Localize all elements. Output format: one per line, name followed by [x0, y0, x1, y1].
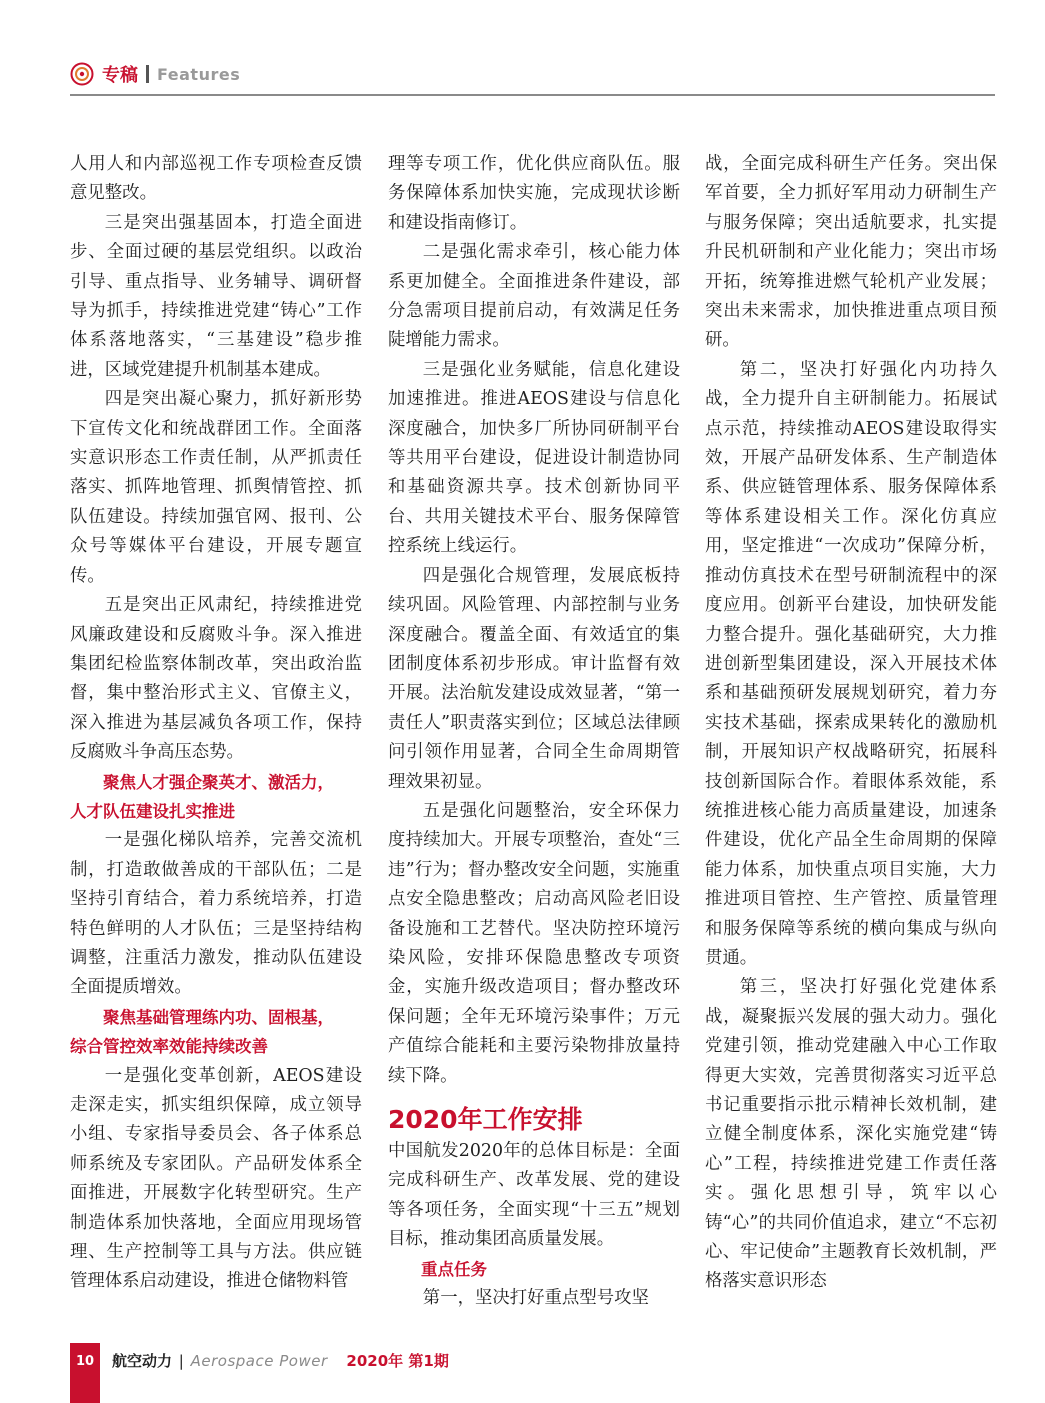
paragraph: 第二，坚决打好强化内功持久战，全力提升自主研制能力。拓展试点示范，持续推动AEOS建设取得实效，开展产品研发体系、生产制造体系、供应链管理体系、服务保障体系等体系建设相关工作。深化仿真应用，坚定推进“一次成功”保障分析，推动仿真技术在型号研制流程中的深度应用。创新平台建设，加快研发能力整合提升。强化基础研究，大力推进创新型集团建设，深入开展技术体系和基础预研发展规划研究，着力夯实技术基础，探索成果转化的激励机制，开展知识产权战略研究，拓展科技创新国际合作。着眼体系效能，系统推进核心能力高质量建设，加速条件建设，优化产品全生命周期的保障能力体系，加快重点项目实施，大力推进项目管控、生产管控、质量管理和服务保障等系统的横向集成与纵向贯通。	[705, 359, 997, 968]
magazine-title-en: Aerospace Power	[190, 1352, 328, 1370]
section-header	[70, 58, 240, 90]
paragraph: 三是突出强基固本，打造全面进步、全面过硬的基层党组织。以政治引导、重点指导、业务辅导、调研督导为抓手，持续推进党建“铸心”工作体系落地落实，“三基建设”稳步推进，区域党建提升机制基本建成。	[70, 212, 362, 380]
magazine-title: 航空动力	[112, 1352, 173, 1370]
column-2	[388, 150, 680, 1313]
paragraph: 二是强化需求牵引，核心能力体系更加健全。全面推进条件建设，部分急需项目提前启动，有效满足任务陡增能力需求。	[388, 242, 680, 351]
subheading-line: 聚焦人才强企聚英才、激活力，	[103, 772, 334, 792]
section-title: 专稿	[102, 65, 138, 86]
paragraph: 三是强化业务赋能，信息化建设加速推进。推进AEOS建设与信息化深度融合，加快多厂所协同研制平台等共用平台建设，促进设计制造协同和基础资源共享。技术创新协同平台、共用关键技术平台、服务保障管控系统上线运行。	[388, 359, 680, 557]
footer-text	[112, 1350, 449, 1371]
paragraph: 四是强化合规管理，发展底板持续巩固。风险管理、内部控制与业务深度融合。覆盖全面、有效适宜的集团制度体系初步形成。审计监督有效开展。法治航发建设成效显著，“第一责任人”职责落实到位；区域总法律顾问引领作用显著，合同全生命周期管理效果初显。	[388, 565, 680, 792]
subheading-line: 人才队伍建设扎实推进	[70, 801, 235, 821]
subheading-management	[70, 1003, 362, 1062]
page-footer	[70, 1343, 449, 1403]
paragraph: 五是强化问题整治，安全环保力度持续加大。开展专项整治，查处“三违”行为；督办整改安全问题，实施重点安全隐患整改；启动高风险老旧设备设施和工艺替代。坚决防控环境污染风险，安排环保隐患整改专项资金，实施升级改造项目；督办整改环保问题；全年无环境污染事件；万元产值综合能耗和主要污染物排放量持续下降。	[388, 800, 680, 1086]
issue-label: 2020年 第1期	[346, 1352, 449, 1370]
paragraph: 理等专项工作，优化供应商队伍。服务保障体系加快实施，完成现状诊断和建设指南修订。	[388, 154, 680, 233]
paragraph: 第三，坚决打好强化党建体系战，凝聚振兴发展的强大动力。强化党建引领，推动党建融入中心工作取得更大实效，完善贯彻落实习近平总书记重要指示批示精神长效机制，建立健全制度体系，深化实施党建“铸心”工程，持续推进党建工作责任落实。强化思想引导，筑牢以心铸“心”的共同价值追求，建立“不忘初心、牢记使命”主题教育长效机制，严格落实意识形态	[705, 977, 997, 1292]
paragraph: 人用人和内部巡视工作专项检查反馈意见整改。	[70, 154, 362, 204]
column-3	[705, 150, 997, 1297]
section-heading: 2020年工作安排	[388, 1105, 583, 1134]
subheading-line: 综合管控效率效能持续改善	[70, 1037, 268, 1057]
page-number: 10	[70, 1343, 100, 1403]
paragraph: 第一，坚决打好重点型号攻坚	[422, 1288, 649, 1309]
paragraph: 四是突出凝心聚力，抓好新形势下宣传文化和统战群团工作。全面落实意识形态工作责任制，从严抓责任落实、抓阵地管理、抓舆情管控、抓队伍建设。持续加强官网、报刊、公众号等媒体平台建设，开展专题宣传。	[70, 389, 362, 586]
section-title-en: Features	[157, 64, 241, 84]
subheading-line: 聚焦基础管理练内功、固根基，	[103, 1007, 334, 1027]
footer-divider: |	[178, 1352, 184, 1370]
subheading-talent	[70, 768, 362, 827]
column-1	[70, 150, 362, 1297]
paragraph: 一是强化梯队培养，完善交流机制，打造敢做善成的干部队伍；二是坚持引育结合，着力系统培养，打造特色鲜明的人才队伍；三是坚持结构调整，注重活力激发，推动队伍建设全面提质增效。	[70, 830, 362, 998]
paragraph: 一是强化变革创新，AEOS建设走深走实，抓实组织保障，成立领导小组、专家指导委员会、各子体系总师系统及专家团队。产品研发体系全面推进，开展数字化转型研究。生产制造体系加快落地，全面应用现场管理、生产控制等工具与方法。供应链管理体系启动建设，推进仓储物料管	[70, 1065, 362, 1292]
subheading-key-tasks: 重点任务	[421, 1259, 487, 1279]
paragraph: 中国航发2020年的总体目标是：全面完成科研生产、改革发展、党的建设等各项任务，全面实现“十三五”规划目标，推动集团高质量发展。	[388, 1141, 680, 1250]
paragraph: 五是突出正风肃纪，持续推进党风廉政建设和反腐败斗争。深入推进集团纪检监察体制改革，突出政治监督，集中整治形式主义、官僚主义，深入推进为基层减负各项工作，保持反腐败斗争高压态势。	[70, 595, 362, 763]
section-logo-icon	[70, 62, 94, 86]
section-divider	[146, 65, 149, 83]
paragraph: 战，全面完成科研生产任务。突出保军首要，全力抓好军用动力研制生产与服务保障；突出适航要求，扎实提升民机研制和产业化能力；突出市场开拓，统筹推进燃气轮机产业发展；突出未来需求，加快推进重点项目预研。	[705, 154, 997, 351]
header-rule	[70, 94, 995, 96]
